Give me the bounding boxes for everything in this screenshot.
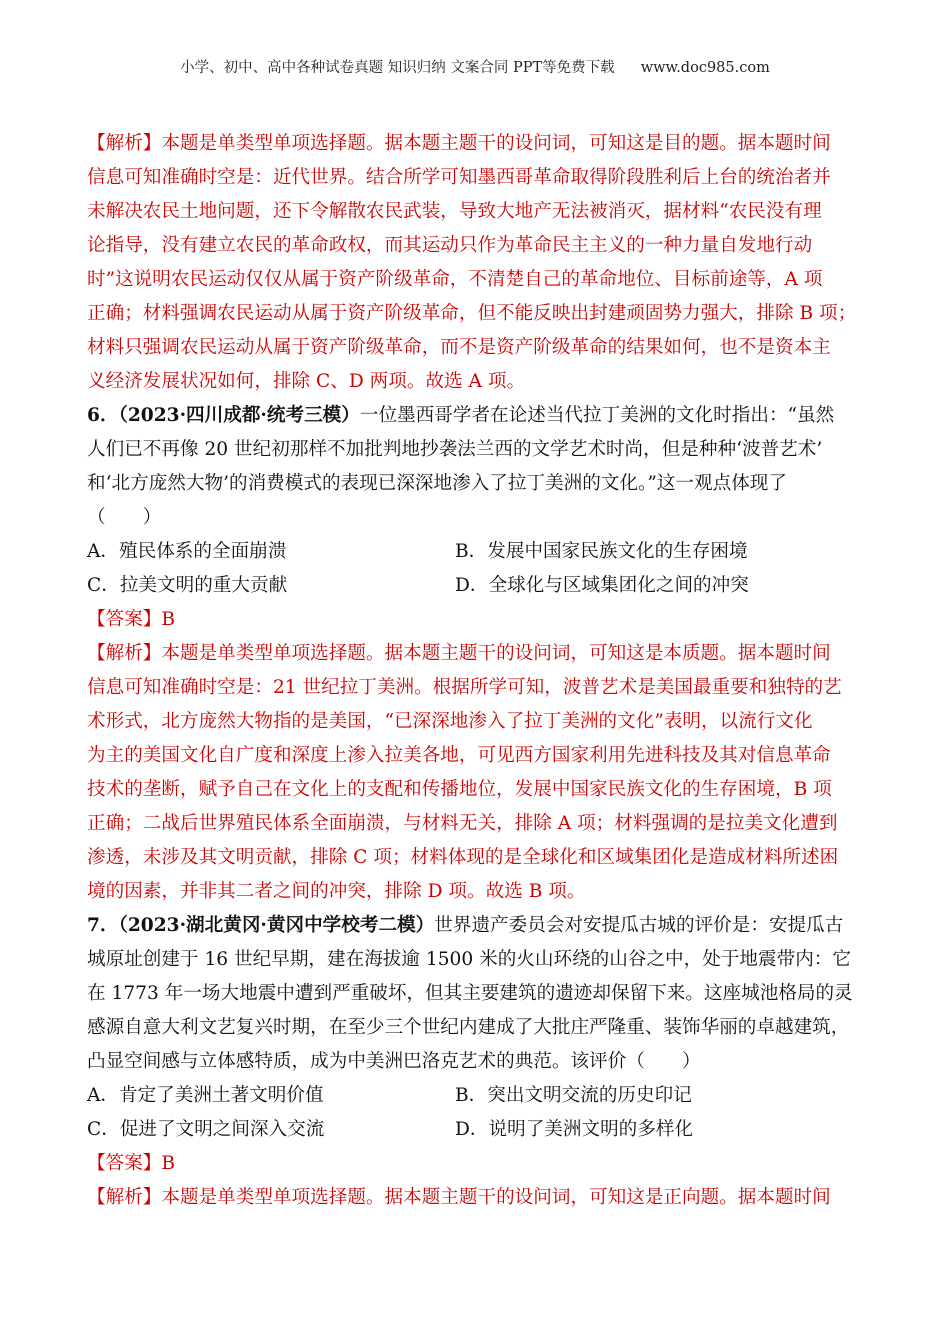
question-line: 一位墨西哥学者在论述当代拉丁美洲的文化时指出：“虽然 xyxy=(359,405,835,426)
question-7-options xyxy=(87,1079,857,1147)
option-d: D．说明了美洲文明的多样化 xyxy=(455,1119,694,1140)
question-7 xyxy=(87,909,857,1079)
analysis-line: 【解析】本题是单类型单项选择题。据本题主题干的设问词，可知这是目的题。据本题时间 xyxy=(87,133,831,154)
option-b: B．发展中国家民族文化的生存困境 xyxy=(455,541,748,562)
analysis-line: 信息可知准确时空是：21 世纪拉丁美洲。根据所学可知，波普艺术是美国最重要和独特的艺 xyxy=(87,677,842,698)
analysis-line: 时”这说明农民运动仅仅从属于资产阶级革命，不清楚自己的革命地位、目标前途等，A 项 xyxy=(87,269,823,290)
option-c: C．促进了文明之间深入交流 xyxy=(87,1119,325,1140)
analysis-line: 信息可知准确时空是：近代世界。结合所学可知墨西哥革命取得阶段胜利后上台的统治者并 xyxy=(87,167,831,188)
analysis-line: 为主的美国文化自广度和深度上渗入拉美各地，可见西方国家利用先进科技及其对信息革命 xyxy=(87,745,831,766)
question-line: （ ） xyxy=(87,507,162,528)
question-line: 在 1773 年一场大地震中遭到严重破坏，但其主要建筑的遗迹却保留下来。这座城池格局的灵 xyxy=(87,983,853,1004)
analysis-line: 境的因素，并非其二者之间的冲突，排除 D 项。故选 B 项。 xyxy=(87,881,586,902)
question-line: 感源自意大利文艺复兴时期，在至少三个世纪内建成了大批庄严隆重、装饰华丽的卓越建筑， xyxy=(87,1017,850,1038)
question-line: 凸显空间感与立体感特质，成为中美洲巴洛克艺术的典范。该评价（ ） xyxy=(87,1051,701,1072)
question-6-head: 6．（2023·四川成都·统考三模） xyxy=(87,405,360,426)
page-header xyxy=(0,56,950,77)
option-a: A．肯定了美洲土著文明价值 xyxy=(87,1085,324,1106)
question-line: 城原址创建于 16 世纪早期，建在海拔逾 1500 米的火山环绕的山谷之中，处于地震带内：它 xyxy=(87,949,851,970)
header-url: www.doc985.com xyxy=(640,60,770,76)
analysis-q7 xyxy=(87,1181,857,1215)
option-c: C．拉美文明的重大贡献 xyxy=(87,575,288,596)
analysis-line: 术形式，北方庞然大物指的是美国，“已深深地渗入了拉丁美洲的文化”表明，以流行文化 xyxy=(87,711,813,732)
analysis-line: 义经济发展状况如何，排除 C、D 两项。故选 A 项。 xyxy=(87,371,526,392)
answer-q7: 【答案】B xyxy=(87,1153,176,1174)
question-6 xyxy=(87,399,857,535)
question-line: 世界遗产委员会对安提瓜古城的评价是：安提瓜古 xyxy=(434,915,844,936)
analysis-line: 正确；二战后世界殖民体系全面崩溃，与材料无关，排除 A 项；材料强调的是拉美文化遭到 xyxy=(87,813,838,834)
option-d: D．全球化与区域集团化之间的冲突 xyxy=(455,575,749,596)
analysis-line: 材料只强调农民运动从属于资产阶级革命，而不是资产阶级革命的结果如何，也不是资本主 xyxy=(87,337,831,358)
analysis-q6 xyxy=(87,637,857,909)
option-a: A．殖民体系的全面崩溃 xyxy=(87,541,287,562)
analysis-line: 正确；材料强调农民运动从属于资产阶级革命，但不能反映出封建顽固势力强大，排除 B 项； xyxy=(87,303,857,324)
analysis-line: 未解决农民土地问题，还下令解散农民武装，导致大地产无法被消灭，据材料“农民没有理 xyxy=(87,201,822,222)
header-text: 小学、初中、高中各种试卷真题 知识归纳 文案合同 PPT等免费下载 xyxy=(180,60,615,76)
question-7-head: 7．（2023·湖北黄冈·黄冈中学校考二模） xyxy=(87,915,435,936)
question-6-options xyxy=(87,535,857,603)
analysis-line: 渗透，未涉及其文明贡献，排除 C 项；材料体现的是全球化和区域集团化是造成材料所述困 xyxy=(87,847,839,868)
option-b: B．突出文明交流的历史印记 xyxy=(455,1085,692,1106)
analysis-line: 【解析】本题是单类型单项选择题。据本题主题干的设问词，可知这是正向题。据本题时间 xyxy=(87,1187,831,1208)
analysis-line: 【解析】本题是单类型单项选择题。据本题主题干的设问词，可知这是本质题。据本题时间 xyxy=(87,643,831,664)
document-body xyxy=(87,127,857,1215)
analysis-line: 论指导，没有建立农民的革命政权，而其运动只作为革命民主主义的一种力量自发地行动 xyxy=(87,235,813,256)
analysis-q5 xyxy=(87,127,857,399)
question-line: 人们已不再像 20 世纪初那样不加批判地抄袭法兰西的文学艺术时尚，但是种种‘波普艺术’ xyxy=(87,439,823,460)
analysis-line: 技术的垄断，赋予自己在文化上的支配和传播地位，发展中国家民族文化的生存困境，B 项 xyxy=(87,779,832,800)
question-line: 和‘北方庞然大物’的消费模式的表现已深深地渗入了拉丁美洲的文化。”这一观点体现了 xyxy=(87,473,787,494)
answer-q6: 【答案】B xyxy=(87,609,176,630)
